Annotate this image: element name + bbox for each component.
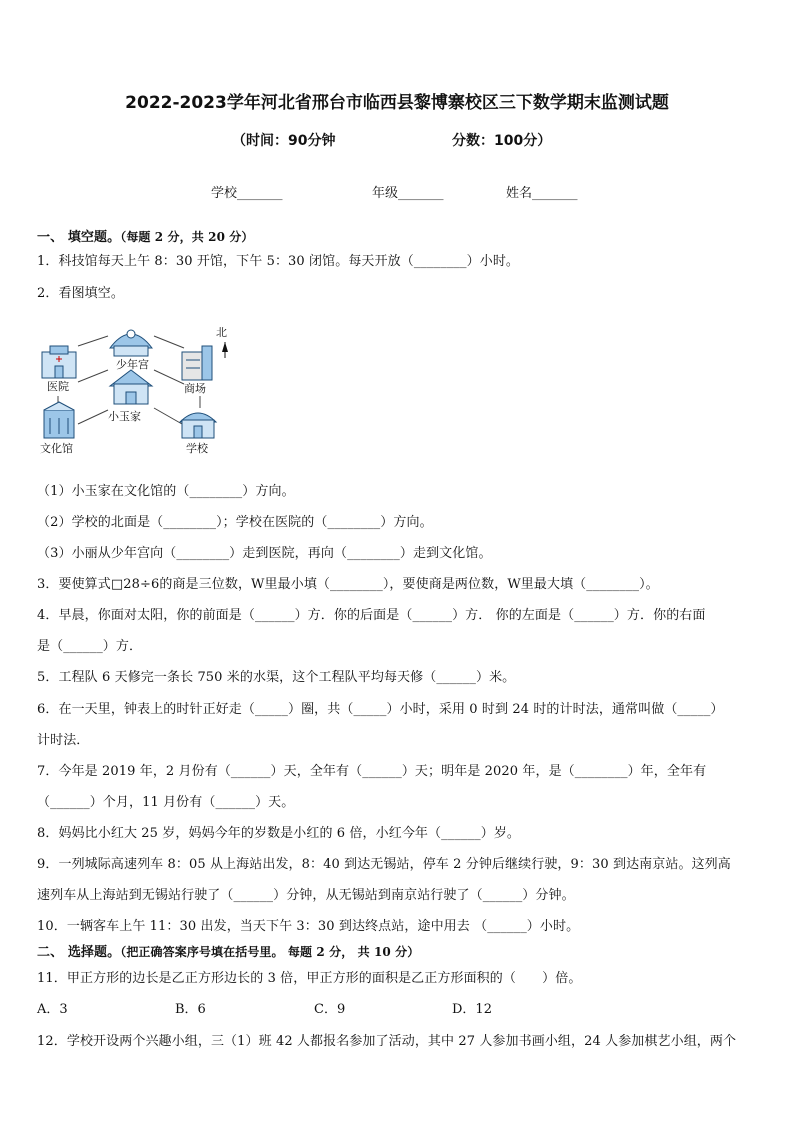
label-hospital: 医院 (47, 380, 69, 393)
label-palace: 少年宫 (116, 358, 149, 371)
library-icon (44, 402, 74, 438)
question-9-line-1: 9．一列城际高速列车 8：05 从上海站出发，8：40 到达无锡站，停车 2 分钟后继续行驶，9：30 到达南京站。这列高 (37, 857, 731, 872)
name-field: 姓名_______ (506, 186, 578, 201)
question-3: 3．要使算式□28÷6的商是三位数，W里最小填（________），要使商是两位数，W里最大填（________）。 (37, 577, 659, 592)
question-4-line-2: 是（______）方． (37, 639, 143, 654)
page-title: 2022-2023学年河北省邢台市临西县黎博寨校区三下数学期末监测试题 (125, 93, 669, 113)
question-12: 12．学校开设两个兴趣小组，三（1）班 42 人都报名参加了活动，其中 27 人参加书画小组，24 人参加棋艺小组，两个 (37, 1034, 737, 1049)
option-c: C．9 (314, 1002, 346, 1017)
label-school: 学校 (186, 442, 208, 455)
question-11: 11．甲正方形的边长是乙正方形边长的 3 倍，甲正方形的面积是乙正方形面积的（ ）倍。 (37, 971, 582, 986)
label-library: 文化馆 (40, 442, 73, 455)
time-limit: （时间：90分钟 (232, 133, 336, 149)
question-2: 2．看图填空。 (37, 286, 124, 301)
section-1-note: （每题 2 分，共 20 分） (120, 230, 254, 244)
question-1: 1．科技馆每天上午 8：30 开馆，下午 5：30 闭馆。每天开放（________）小时。 (37, 254, 520, 269)
label-north: 北 (216, 326, 227, 339)
option-a: A．3 (37, 1002, 68, 1017)
label-mall: 商场 (184, 382, 206, 395)
north-arrow-icon (222, 342, 228, 358)
question-2-2: （2）学校的北面是（________）；学校在医院的（________）方向。 (37, 515, 433, 530)
school-icon (180, 413, 216, 438)
option-d: D．12 (452, 1002, 492, 1017)
question-6-line-2: 计时法． (37, 733, 90, 748)
palace-icon (110, 330, 152, 356)
question-6-line-1: 6．在一天里，钟表上的时针正好走（_____）圈，共（_____）小时，采用 0 时到 24 时的计时法，通常叫做（_____） (37, 702, 724, 717)
total-score: 分数：100分） (452, 133, 552, 149)
map-diagram (36, 318, 236, 458)
home-icon (110, 370, 152, 404)
question-8: 8．妈妈比小红大 25 岁，妈妈今年的岁数是小红的 6 倍，小红今年（______）岁。 (37, 826, 521, 841)
mall-icon (182, 346, 212, 380)
section-2-note: （把正确答案序号填在括号里。 每题 2 分， 共 10 分） (120, 945, 420, 959)
question-2-1: （1）小玉家在文化馆的（________）方向。 (37, 484, 295, 499)
question-7-line-2: （______）个月，11 月份有（______）天。 (37, 795, 295, 810)
section-2-title: 二、 选择题。 (37, 945, 121, 960)
label-home: 小玉家 (108, 410, 141, 423)
question-10: 10．一辆客车上午 11：30 出发，当天下午 3：30 到达终点站，途中用去 （______）小时。 (37, 919, 580, 934)
grade-field: 年级_______ (372, 186, 444, 201)
hospital-icon (42, 346, 76, 378)
section-1-title: 一、 填空题。 (37, 230, 121, 245)
question-5: 5．工程队 6 天修完一条长 750 米的水渠，这个工程队平均每天修（______）米。 (37, 670, 516, 685)
question-9-line-2: 速列车从上海站到无锡站行驶了（______）分钟，从无锡站到南京站行驶了（______）分钟。 (37, 888, 575, 903)
question-7-line-1: 7．今年是 2019 年，2 月份有（______）天，全年有（______）天；明年是 2020 年，是（________）年，全年有 (37, 764, 707, 779)
section-1-heading (37, 226, 254, 245)
section-2-heading (37, 941, 419, 960)
school-field: 学校_______ (211, 186, 283, 201)
question-4-line-1: 4．早晨，你面对太阳，你的前面是（______）方．你的后面是（______）方． 你的左面是（______）方．你的右面 (37, 608, 706, 623)
option-b: B．6 (175, 1002, 206, 1017)
question-2-3: （3）小丽从少年宫向（________）走到医院，再向（________）走到文化馆。 (37, 546, 492, 561)
